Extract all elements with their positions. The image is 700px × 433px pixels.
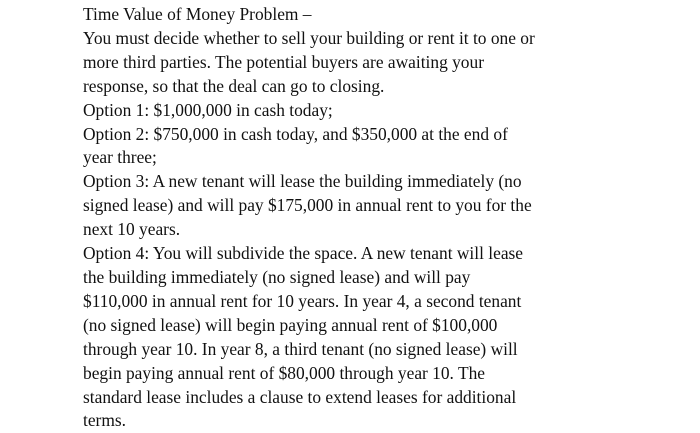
option-2 <box>83 123 683 171</box>
option-3-line: next 10 years. <box>83 219 181 240</box>
option-4-line: standard lease includes a clause to extend leases for additional <box>83 386 517 407</box>
option-4-line: (no signed lease) will begin paying annual rent of $100,000 <box>83 314 498 335</box>
option-4-line: $110,000 in annual rent for 10 years. In year 4, a second tenant <box>83 290 522 311</box>
option-4-line: terms. <box>83 410 126 431</box>
option-4-line: through year 10. In year 8, a third tenant (no signed lease) will <box>83 338 518 359</box>
option-4-line: Option 4: You will subdivide the space. A new tenant will lease <box>83 243 524 264</box>
document-title: Time Value of Money Problem – <box>83 4 312 24</box>
option-2-line: Option 2: $750,000 in cash today, and $350,000 at the end of <box>83 123 508 144</box>
intro-line: You must decide whether to sell your building or rent it to one or <box>83 27 535 48</box>
option-3-line: signed lease) and will pay $175,000 in annual rent to you for the <box>83 195 532 216</box>
option-4 <box>83 242 683 433</box>
option-2-line: year three; <box>83 147 157 168</box>
option-1 <box>83 99 683 123</box>
option-3 <box>83 170 683 242</box>
problem-document <box>83 3 683 433</box>
option-4-line: begin paying annual rent of $80,000 through year 10. The <box>83 362 485 383</box>
intro-line: more third parties. The potential buyers are awaiting your <box>83 51 484 72</box>
option-3-line: Option 3: A new tenant will lease the building immediately (no <box>83 171 522 192</box>
intro-paragraph <box>83 27 683 99</box>
option-4-line: the building immediately (no signed lease) and will pay <box>83 266 471 287</box>
intro-line: response, so that the deal can go to closing. <box>83 75 385 96</box>
option-1-line: Option 1: $1,000,000 in cash today; <box>83 99 333 120</box>
